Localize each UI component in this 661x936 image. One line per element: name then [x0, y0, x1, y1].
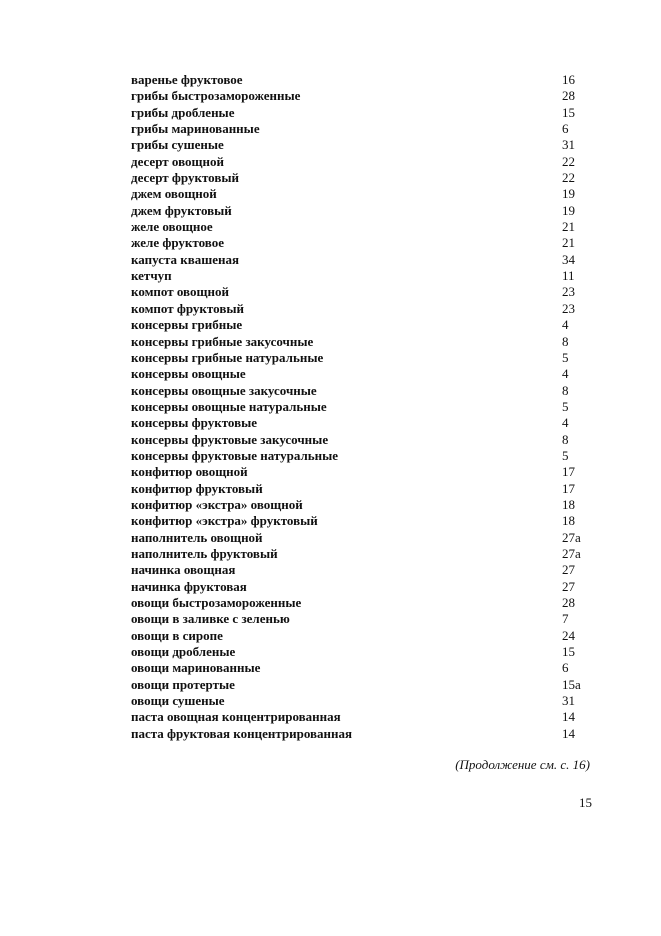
- index-term: овощи маринованные: [131, 660, 261, 676]
- index-term: десерт фруктовый: [131, 170, 239, 186]
- index-entry: [131, 660, 591, 676]
- index-entry: [131, 105, 591, 121]
- index-term: начинка фруктовая: [131, 578, 247, 594]
- index-entry: [131, 726, 591, 742]
- index-term: джем фруктовый: [131, 202, 232, 218]
- index-term: конфитюр «экстра» фруктовый: [131, 513, 318, 529]
- index-entry: [131, 579, 591, 595]
- index-term: консервы грибные закусочные: [131, 333, 314, 349]
- index-entry: [131, 366, 591, 382]
- index-page-number: 21: [562, 235, 575, 251]
- index-term: паста овощная концентрированная: [131, 709, 341, 725]
- index-page-number: 24: [562, 627, 575, 643]
- index-page-number: 8: [562, 382, 569, 398]
- index-entry: [131, 530, 591, 546]
- index-page-number: 5: [562, 447, 569, 463]
- index-entry: [131, 677, 591, 693]
- index-entry: [131, 709, 591, 725]
- index-page-number: 14: [562, 725, 575, 741]
- index-entry: [131, 399, 591, 415]
- index-term: овощи протертые: [131, 676, 235, 692]
- index-term: джем овощной: [131, 186, 217, 202]
- index-page-number: 15: [562, 644, 575, 660]
- index-entry: [131, 284, 591, 300]
- index-term: консервы фруктовые закусочные: [131, 431, 329, 447]
- index-page-number: 17: [562, 464, 575, 480]
- index-page-number: 31: [562, 137, 575, 153]
- index-page-number: 27а: [562, 529, 581, 545]
- index-page-number: 14: [562, 709, 575, 725]
- index-entry: [131, 268, 591, 284]
- index-page-number: 7: [562, 611, 569, 627]
- index-term: грибы сушеные: [131, 137, 224, 153]
- index-page-number: 15а: [562, 676, 581, 692]
- index-page-number: 15: [562, 104, 575, 120]
- index-term: начинка овощная: [131, 562, 236, 578]
- index-entry: [131, 121, 591, 137]
- index-page-number: 22: [562, 170, 575, 186]
- index-entry: [131, 317, 591, 333]
- index-term: желе овощное: [131, 219, 213, 235]
- index-entry: [131, 137, 591, 153]
- index-entry: [131, 481, 591, 497]
- index-page-number: 27: [562, 562, 575, 578]
- index-term: консервы фруктовые: [131, 415, 258, 431]
- index-entry: [131, 464, 591, 480]
- index-term: овощи дробленые: [131, 644, 236, 660]
- index-page-number: 17: [562, 480, 575, 496]
- index-entry: [131, 415, 591, 431]
- index-entry: [131, 693, 591, 709]
- index-entry: [131, 644, 591, 660]
- index-entry: [131, 252, 591, 268]
- alphabetical-index: [131, 72, 591, 742]
- continuation-note: (Продолжение см. с. 16): [455, 757, 590, 772]
- index-term: консервы овощные натуральные: [131, 398, 327, 414]
- index-term: кетчуп: [131, 268, 172, 284]
- index-entry: [131, 170, 591, 186]
- index-page-number: 5: [562, 398, 569, 414]
- index-entry: [131, 219, 591, 235]
- index-term: наполнитель фруктовый: [131, 545, 278, 561]
- index-term: консервы грибные: [131, 317, 243, 333]
- index-page-number: 6: [562, 121, 569, 137]
- index-entry: [131, 611, 591, 627]
- index-term: консервы овощные закусочные: [131, 382, 317, 398]
- index-term: паста фруктовая концентрированная: [131, 725, 353, 741]
- index-page-number: 8: [562, 431, 569, 447]
- index-page-number: 8: [562, 333, 569, 349]
- index-term: желе фруктовое: [131, 235, 224, 251]
- index-entry: [131, 628, 591, 644]
- index-term: компот овощной: [131, 284, 229, 300]
- index-page-number: 6: [562, 660, 569, 676]
- index-entry: [131, 432, 591, 448]
- index-term: компот фруктовый: [131, 300, 244, 316]
- index-entry: [131, 334, 591, 350]
- index-entry: [131, 301, 591, 317]
- index-page-number: 5: [562, 349, 569, 365]
- index-term: грибы маринованные: [131, 121, 260, 137]
- page-number: 15: [579, 795, 592, 810]
- index-term: конфитюр «экстра» овощной: [131, 496, 303, 512]
- index-entry: [131, 235, 591, 251]
- index-term: консервы грибные натуральные: [131, 349, 324, 365]
- index-term: овощи в заливке с зеленью: [131, 611, 290, 627]
- index-entry: [131, 546, 591, 562]
- index-page-number: 34: [562, 251, 575, 267]
- index-page-number: 4: [562, 415, 569, 431]
- index-page-number: 11: [562, 268, 575, 284]
- index-page-number: 27: [562, 578, 575, 594]
- index-page-number: 23: [562, 284, 575, 300]
- index-entry: [131, 595, 591, 611]
- index-page-number: 23: [562, 300, 575, 316]
- index-entry: [131, 186, 591, 202]
- index-page-number: 4: [562, 317, 569, 333]
- index-page-number: 19: [562, 202, 575, 218]
- index-entry: [131, 562, 591, 578]
- index-entry: [131, 154, 591, 170]
- index-entry: [131, 513, 591, 529]
- index-entry: [131, 72, 591, 88]
- index-page-number: 18: [562, 496, 575, 512]
- index-entry: [131, 88, 591, 104]
- index-page-number: 19: [562, 186, 575, 202]
- index-page-number: 31: [562, 693, 575, 709]
- index-term: овощи быстрозамороженные: [131, 595, 302, 610]
- index-entry: [131, 350, 591, 366]
- index-term: варенье фруктовое: [131, 72, 243, 87]
- index-term: консервы фруктовые натуральные: [131, 447, 339, 463]
- index-page-number: 27а: [562, 545, 581, 561]
- index-term: грибы дробленые: [131, 104, 235, 120]
- index-term: овощи сушеные: [131, 693, 225, 709]
- index-term: консервы овощные: [131, 366, 246, 382]
- index-term: конфитюр фруктовый: [131, 480, 263, 496]
- index-page-number: 16: [562, 72, 575, 87]
- index-term: капуста квашеная: [131, 251, 240, 267]
- index-page-number: 28: [562, 88, 575, 104]
- index-entry: [131, 497, 591, 513]
- index-entry: [131, 203, 591, 219]
- index-term: десерт овощной: [131, 153, 224, 169]
- index-page-number: 21: [562, 219, 575, 235]
- index-page-number: 4: [562, 366, 569, 382]
- index-page-number: 22: [562, 153, 575, 169]
- index-term: грибы быстрозамороженные: [131, 88, 301, 104]
- index-entry: [131, 448, 591, 464]
- index-page-number: 18: [562, 513, 575, 529]
- index-term: конфитюр овощной: [131, 464, 248, 480]
- index-page-number: 28: [562, 595, 575, 610]
- index-entry: [131, 383, 591, 399]
- index-term: наполнитель овощной: [131, 529, 263, 545]
- index-term: овощи в сиропе: [131, 627, 223, 643]
